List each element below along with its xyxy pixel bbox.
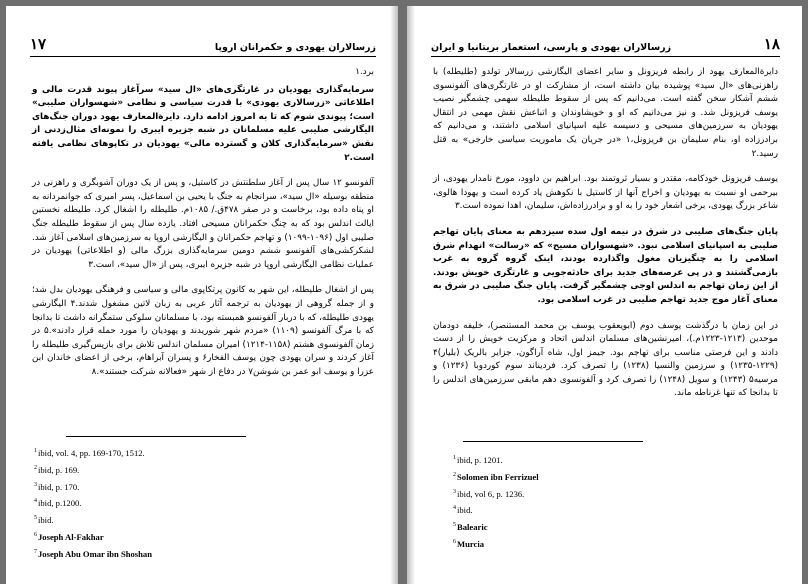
page-number: ۱۷ (30, 37, 47, 53)
footnote: $^2$ibid, p. 169. (34, 464, 80, 475)
paragraph: آلفونسو ۱۲ سال پس از آغاز سلطنتش در کاستیل، و پس از یک دوران آشوبگری و راهزنی در منطقه بوسیله «ال سید»، سرانجام به جنگ با یحیی بن اسماعیل، پسر امیری که جوانمردانه به او پناه داده بود، برخاست و در صفر ۴۷۸ق./ ۱۰۸۵م. طلیطله را اشغال کرد. طلیطله نخستین ایالت اندلس بود که به چنگ حکمرانان مسیحی افتاد. یازده سال پس از سقوط طلیطله جنگ صلیبی اول (۱۰۹۶-۱۰۹۹) و تهاجم حکمرانان و الیگارشی اروپا به سرزمین‌های اسلامی آغاز شد. لشکرکشی‌های آلفونسو ششم دومین سرمایه‌گذاری بزرگ مالی (و اطلاعاتی) یهودیان در عملیات نظامی الیگارشی اروپا در شبه جزیره ایبری، پس از «ال سید»، است.۳ (32, 178, 374, 270)
page-body (433, 66, 778, 413)
paragraph: برد.۱ (355, 67, 374, 77)
footnote: $^1$ibid, vol. 4, pp. 169-170, 1512. (34, 448, 145, 458)
running-title: زرسالاران یهودی و پارسی، استعمار بریتانیا و ایران (431, 42, 672, 53)
footnote: $^5$ibid. (34, 515, 54, 526)
gutter-shadow (390, 6, 398, 584)
gutter-shadow (407, 6, 415, 584)
footnote: $^6$Murcia (453, 538, 485, 549)
footnote: $^5$Balearic (453, 522, 488, 533)
paragraph: در این زمان با درگذشت یوسف دوم (ابویعقوب یوسف بن محمد المستنصر)، خلیفه دودمان موحدین (۱۲۱۳-۱۲۲۳م.)، امیرنشین‌های مسلمان اندلس اتحاد و مرکزیت خویش را از دست دادند و این فرصتی مناسب برای تهاجم بود. جیمز اول، شاه آراگون، جزایر بالریک (بلیار)۴ (۱۲۲۹-۱۲۳۵) و سرزمین والنسیا (۱۲۳۸) را تصرف کرد. فردیناند سوم کوردوبا (۱۲۳۶) و مرسیه۵ (۱۲۴۳) و سویل (۱۲۴۸) را تصرف کرد و آلفونسوی دهم مابقی سرزمین‌های اندلس را تا بدانجا که تنها غرناطه ماند. (433, 320, 778, 399)
page-body (32, 66, 374, 391)
paragraph: دایرةالمعارف یهود از رابطه فریزونل و سایر اعضای الیگارشی زرسالار تولدو (طلیطله) با راهزنی‌های «ال سید» پوشیده بیان داشته است، از مشارکت او در غارتگری‌های آلفونسوی ششم آشکار سخن گفته است. می‌دانیم که پس از سقوط طلیطله سهمی چشمگیر نصیب یوسف فریزونل شد. و نیز می‌دانیم که او و خویشاوندان و اتباعش نقش مهمی در انتقال یهودیان به سرزمین‌های مسیحی و دسیسه علیه اسپانیای اسلامی داشتند، و می‌دانیم که برادرزاده او، بنام سلیمان بن فریزونل،۱ «در جریان یک ماموریت سیاسی خارجی» به قتل رسید.۲ (433, 67, 778, 159)
footnote: $^7$Joseph Abu Omar ibn Shoshan (34, 548, 152, 559)
page-header (30, 36, 376, 57)
paragraph-bold: پایان جنگ‌های صلیبی در شرق در نیمه اول سده سیزدهم به معنای پایان تهاجم صلیبی به اسپانیای اسلامی نبود. «شهسواران مسیح» که «رسالت» انهدام شرق اسلامی را به چنگیزیان مغول واگذارده بودند، اینک گروه گروه به غرب بازمی‌گشتند و در پی عرصه‌های جدید برای حادثه‌جویی و غارتگری خویش بودند. از این زمان تهاجم به اندلس اوجی چشمگیر گرفت. پایان جنگ صلیبی در شرق به معنای آغاز موج جدید تهاجم صلیبی در غرب اسلامی بود. (433, 226, 778, 305)
footnotes (453, 453, 539, 554)
right-page (407, 6, 802, 584)
footnote-rule (463, 441, 643, 442)
page-header (431, 36, 780, 57)
footnote: $^1$ibid, p. 1201. (453, 455, 503, 465)
footnote: $^3$ibid, p. 170. (34, 481, 80, 492)
left-page (6, 6, 398, 584)
footnote: $^2$Solomen ibn Ferrizuel (453, 471, 539, 482)
footnote: $^4$ibid, p.1200. (34, 498, 82, 509)
paragraph-bold: سرمایه‌گذاری یهودیان در غارتگری‌های «ال سید» سرآغاز پیوند قدرت مالی و اطلاعاتی «زرسالاری یهودی» با قدرت سیاسی و نظامی «شهسواران صلیبی» است؛ پیوندی شوم که تا به امروز ادامه دارد. دایرةالمعارف یهود دوران جنگ‌های الیگارشی صلیبی علیه مسلمانان در شبه جزیره ایبری را نمونه‌ای مثال‌زدنی از نقش «سرمایه‌گذاری کلان و گسترده مالی» یهودیان در تکاپوهای نظامی یافته است.۲ (32, 84, 374, 163)
footnote: $^4$ibid. (453, 505, 473, 516)
paragraph: یوسف فریزونل خودکامه، مقتدر و بسیار ثروتمند بود. ابراهیم بن داوود، مورخ نامدار یهودی، از بیرحمی او نسبت به یهودیان و اخراج آنها از کاستیل با نکوهش یاد کرده است و یهودا هالوی، شاعر بزرگ یهودی، برخی اشعار خود را به او و برادرزاده‌اش، سلیمان، اهدا نموده است.۳ (433, 174, 778, 212)
paragraph: پس از اشغال طلیطله، این شهر به کانون پرتکاپوی مالی و سیاسی و فرهنگی یهودیان بدل شد؛ و از جمله گروهی از یهودیان به ترجمه آثار عربی به زبان لاتین مشغول شدند.۴ الیگارشی یهودی طلیطله، که با دربار آلفونسو همبسته بود، با مسلمانان سلوکی ستمگرانه داشت تا بدانجا که با مرگ آلفونسو (۱۱۰۹) «مردم شهر شوریدند و یهودیان را مورد حمله قرار دادند».۵ در زمان آلفونسوی هشتم (۱۱۵۸-۱۲۱۴) امیران مسلمان اندلس تلاش برای بازپس‌گیری طلیطله را آغاز کردند و سران یهودی چون یوسف الفخار۶ و پسران آبراهام، برخی از اعضای خاندان ابن عزرا و یوسف ابو عمر بن شوشن۷ در دفاع از شهر «فعالانه شرکت جستند».۸ (32, 285, 374, 377)
page-number: ۱۸ (763, 37, 780, 53)
footnote-rule (66, 436, 246, 437)
footnote: $^3$ibid, vol 6, p. 1236. (453, 488, 525, 499)
running-title: زرسالاران یهودی و حکمرانان اروپا (214, 42, 376, 53)
footnotes (34, 446, 152, 564)
footnote: $^6$Joseph Al-Fakhar (34, 531, 104, 542)
